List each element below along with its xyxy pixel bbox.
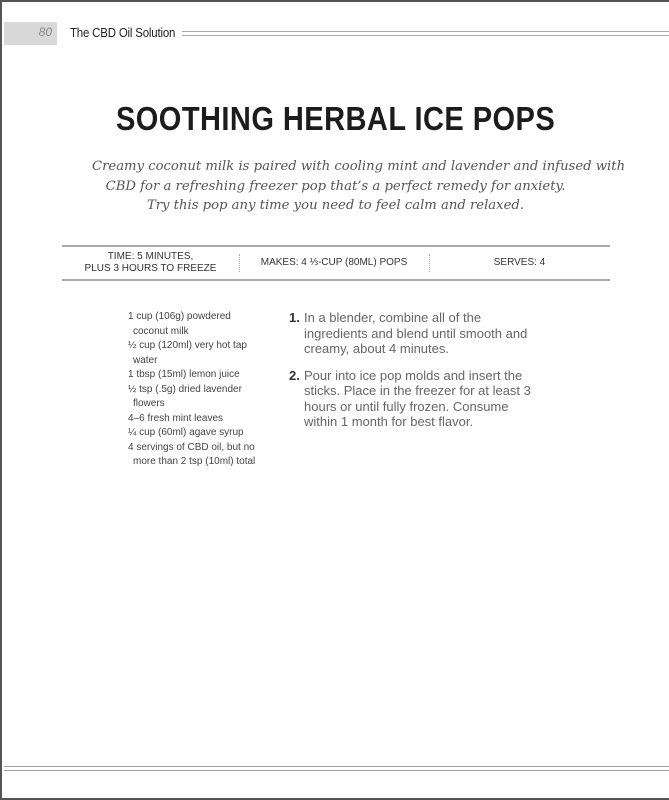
ingredient-item: 4–6 fresh mint leaves (128, 412, 224, 424)
info-serves (429, 249, 610, 277)
step-number: 2. (289, 367, 300, 383)
step-item (289, 368, 539, 430)
recipe-title (2, 100, 669, 138)
ingredient-item: ½ cup (120ml) very hot tap water (128, 340, 247, 366)
page-number: 80 (38, 25, 52, 39)
header-rule (182, 31, 669, 36)
steps-list (289, 310, 539, 441)
recipe-intro (92, 157, 626, 216)
intro-line: CBD for a refreshing freezer pop that’s a perfect remedy for anxiety. (105, 178, 566, 194)
ingredient-item: ¼ cup (60ml) agave syrup (128, 427, 244, 438)
intro-line: Creamy coconut milk is paired with cooling mint and lavender and infused with (92, 159, 626, 174)
info-makes (239, 249, 429, 277)
footer-rule (4, 766, 669, 771)
recipe-info-bar (62, 245, 610, 281)
info-time-line1: TIME: 5 MINUTES, (107, 251, 194, 262)
running-title: The CBD Oil Solution (70, 25, 176, 40)
ingredient-item: ½ tsp (.5g) dried lavender flowers (128, 383, 242, 409)
ingredient-item: 1 tbsp (15ml) lemon juice (128, 369, 240, 380)
info-time-line2: PLUS 3 HOURS TO FREEZE (84, 263, 217, 274)
info-serves-text: SERVES: 4 (493, 257, 546, 268)
step-text: Pour into ice pop molds and insert the sticks. Place in the freezer for at least 3 hours or until fully frozen. Consume within 1 month for best flavor. (304, 367, 531, 429)
step-text: In a blender, combine all of the ingredients and blend until smooth and creamy, about 4 minutes. (304, 310, 528, 356)
info-time (62, 249, 239, 277)
recipe-title-text: SOOTHING HERBAL ICE POPS (115, 100, 556, 137)
info-makes-text: MAKES: 4 ⅓-CUP (80ML) POPS (260, 257, 408, 268)
ingredients-list (128, 310, 268, 470)
ingredient-item: 1 cup (106g) powdered coconut milk (128, 311, 231, 337)
step-number: 1. (289, 310, 300, 325)
ingredient-item: 4 servings of CBD oil, but no more than 2 tsp (10ml) total (128, 441, 256, 467)
page-number-tab (4, 22, 57, 45)
step-item (289, 310, 539, 357)
intro-line: Try this pop any time you need to feel calm and relaxed. (146, 198, 525, 213)
